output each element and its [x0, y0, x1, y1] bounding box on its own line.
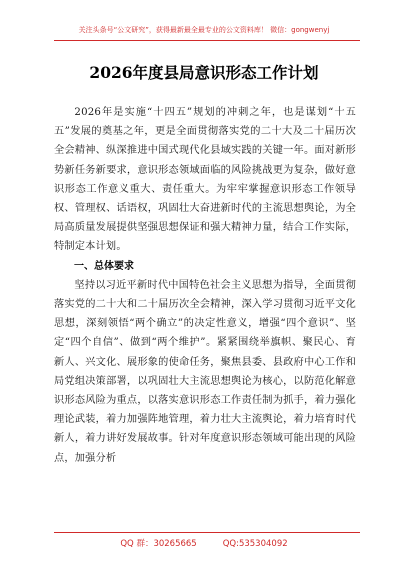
intro-paragraph: 2026年是实施“十四五”规划的冲刺之年，也是谋划“十五五”发展的奠基之年，更是全面贯彻落实党的二十大及二十届历次全会精神、纵深推进中国式现代化县域实践的关键一年。面对新形势新任务新要求，意识形态领域面临的风险挑战更为复杂，做好意识形态工作意义重大、责任重大。为牢牢掌握意识形态工作领导权、管理权、话语权，巩固壮大奋进新时代的主流思想舆论，为全局高质量发展提供坚强思想保证和强大精神力量，结合工作实际，特制定本计划。: [54, 107, 356, 253]
header-divider: [54, 40, 360, 41]
footer-divider: [54, 532, 360, 533]
footer-qq-number: QQ:535304092: [222, 539, 288, 549]
document-title: 2026年度县局意识形态工作计划: [89, 63, 319, 82]
footer-qq-group: QQ 群：30265665: [120, 539, 197, 549]
footer-contact: [0, 538, 408, 550]
document-body: [54, 103, 356, 468]
section-paragraph-general-requirements: 坚持以习近平新时代中国特色社会主义思想为指导，全面贯彻落实党的二十大和二十届历次全会精神，深入学习贯彻习近平文化思想，深刻领悟“两个确立”的决定性意义，增强“四个意识”、坚定“四个自信”、做到“两个维护”。紧紧围绕举旗帜、聚民心、育新人、兴文化、展形象的使命任务，聚焦县委、县政府中心工作和局党组决策部署，以巩固壮大主流思想舆论为核心，以防范化解意识形态风险为重点，以落实意识形态工作责任制为抓手，着力强化理论武装，着力加强阵地管理，着力壮大主流舆论，着力培育时代新人，着力讲好发展故事。针对年度意识形态领域可能出现的风险点，加强分析: [54, 279, 356, 464]
header-banner: 关注头条号“公文研究”，获得最新最全最专业的公文资料库！ 微信：gongwenyj: [78, 26, 330, 34]
section-heading-general-requirements: 一、总体要求: [74, 260, 134, 272]
